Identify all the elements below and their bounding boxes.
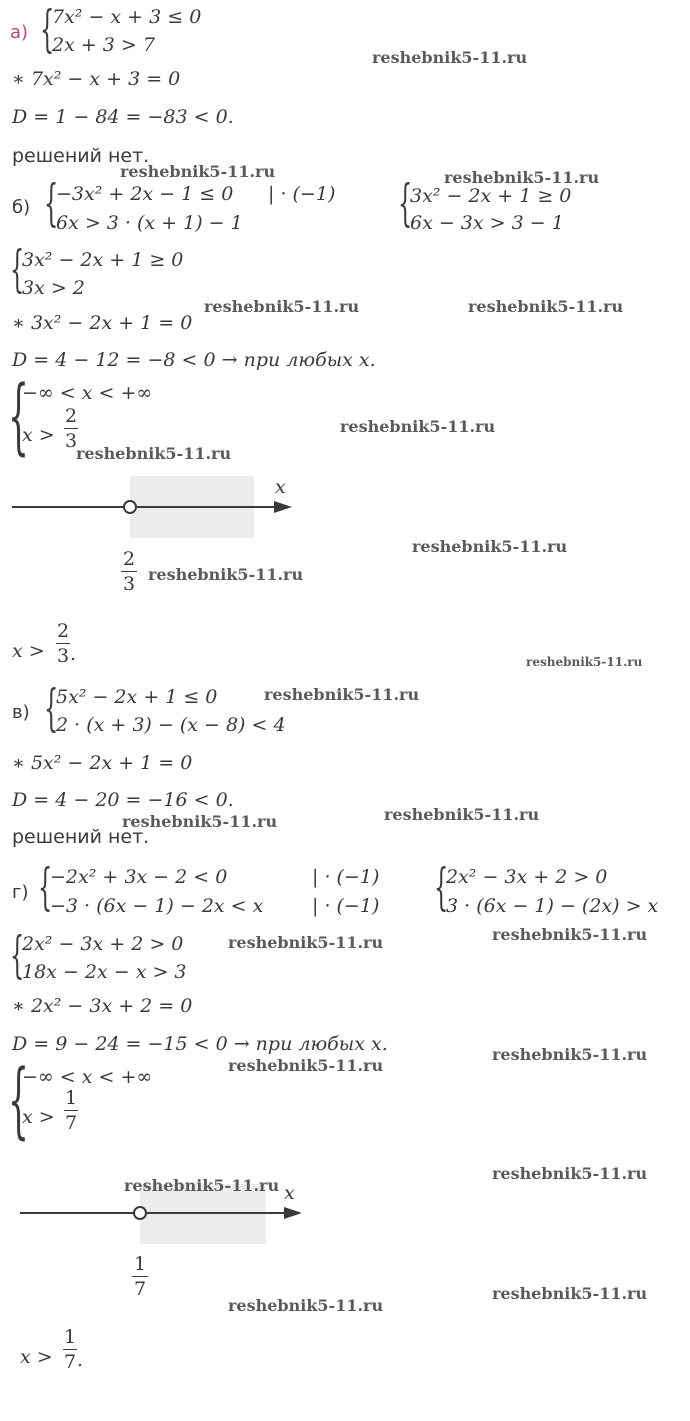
part-a-system-line1: 7x² − x + 3 ≤ 0 xyxy=(52,6,202,28)
watermark: reshebnik5-11.ru xyxy=(372,48,528,67)
system-brace: { xyxy=(38,858,53,916)
part-b-result-line1: 3x² − 2x + 1 ≥ 0 xyxy=(410,185,572,207)
answer-fraction: 2 3 xyxy=(56,620,70,667)
axis-point-label: 1 7 xyxy=(133,1253,147,1300)
watermark: reshebnik5-11.ru xyxy=(384,805,540,824)
watermark: reshebnik5-11.ru xyxy=(120,162,276,181)
watermark: reshebnik5-11.ru xyxy=(468,297,624,316)
watermark: reshebnik5-11.ru xyxy=(228,933,384,952)
part-b-result-line2: 6x − 3x > 3 − 1 xyxy=(410,212,564,234)
part-b-system2-line2: 3x > 2 xyxy=(22,277,85,299)
part-a-system-line2: 2x + 3 > 7 xyxy=(52,34,155,56)
watermark: reshebnik5-11.ru xyxy=(444,168,600,187)
part-a-conclusion: решений нет. xyxy=(12,145,150,167)
system-brace: { xyxy=(398,174,413,232)
system-brace: { xyxy=(434,858,449,916)
part-b-label: б) xyxy=(12,197,31,218)
system-brace: { xyxy=(40,0,55,58)
watermark: reshebnik5-11.ru xyxy=(412,537,568,556)
part-b-system3-line1: −∞ < x < +∞ xyxy=(22,382,153,404)
answer-period: . xyxy=(77,1349,84,1371)
part-a-label: а) xyxy=(10,22,29,43)
watermark: reshebnik5-11.ru xyxy=(526,655,643,669)
part-g-discriminant: D = 9 − 24 = −15 < 0 → при любых x. xyxy=(12,1033,388,1055)
watermark: reshebnik5-11.ru xyxy=(76,444,232,463)
watermark: reshebnik5-11.ru xyxy=(122,812,278,831)
part-b-discriminant: D = 4 − 12 = −8 < 0 → при любых x. xyxy=(12,349,376,371)
fraction-numerator: 2 xyxy=(64,405,78,427)
part-b-answer: x > xyxy=(12,640,45,662)
part-b-system2-line1: 3x² − 2x + 1 ≥ 0 xyxy=(22,249,184,271)
system-brace: { xyxy=(44,174,59,232)
axis-label-x: x xyxy=(284,1182,295,1204)
watermark: reshebnik5-11.ru xyxy=(492,1164,648,1183)
answer-period: . xyxy=(70,643,77,665)
fraction-one-seventh: 1 7 xyxy=(64,1087,78,1134)
axis-point-label: 2 3 xyxy=(122,548,136,595)
part-v-label: в) xyxy=(12,702,30,723)
watermark: reshebnik5-11.ru xyxy=(492,1284,648,1303)
part-b-system3-line2: x > xyxy=(22,424,55,446)
part-b-system-line2: 6x > 3 · (x + 1) − 1 xyxy=(56,212,243,234)
part-g-system3-line1: −∞ < x < +∞ xyxy=(22,1066,153,1088)
part-v-system-line2: 2 · (x + 3) − (x − 8) < 4 xyxy=(56,714,286,736)
system-brace: { xyxy=(10,240,25,298)
part-v-conclusion: решений нет. xyxy=(12,826,150,848)
part-g-label: г) xyxy=(12,882,29,903)
watermark: reshebnik5-11.ru xyxy=(492,1045,648,1064)
part-g-result-line2: 3 · (6x − 1) − (2x) > x xyxy=(446,895,659,917)
part-g-system2-line2: 18x − 2x − x > 3 xyxy=(22,961,187,983)
part-v-equation: ∗ 5x² − 2x + 1 = 0 xyxy=(12,752,193,774)
part-g-multiplier1: | · (−1) xyxy=(312,866,380,888)
part-a-equation: ∗ 7x² − x + 3 = 0 xyxy=(12,68,181,90)
part-g-answer: x > xyxy=(20,1346,53,1368)
watermark: reshebnik5-11.ru xyxy=(124,1176,280,1195)
part-g-system3-line2: x > xyxy=(22,1106,55,1128)
watermark: reshebnik5-11.ru xyxy=(148,565,304,584)
watermark: reshebnik5-11.ru xyxy=(228,1056,384,1075)
watermark: reshebnik5-11.ru xyxy=(228,1296,384,1315)
system-brace: { xyxy=(8,1053,29,1148)
number-line-b xyxy=(0,470,320,545)
part-g-result-line1: 2x² − 3x + 2 > 0 xyxy=(446,866,608,888)
part-v-discriminant: D = 4 − 20 = −16 < 0. xyxy=(12,789,234,811)
watermark: reshebnik5-11.ru xyxy=(264,685,420,704)
axis-label-x: x xyxy=(275,476,286,498)
watermark: reshebnik5-11.ru xyxy=(340,417,496,436)
part-b-system-line1: −3x² + 2x − 1 ≤ 0 xyxy=(56,183,234,205)
part-g-system-line2: −3 · (6x − 1) − 2x < x xyxy=(50,895,264,917)
part-g-system-line1: −2x² + 3x − 2 < 0 xyxy=(50,866,228,888)
part-g-equation: ∗ 2x² − 3x + 2 = 0 xyxy=(12,995,193,1017)
answer-fraction: 1 7 xyxy=(63,1326,77,1373)
fraction-denominator: 3 xyxy=(64,430,78,452)
part-v-system-line1: 5x² − 2x + 1 ≤ 0 xyxy=(56,686,218,708)
part-a-discriminant: D = 1 − 84 = −83 < 0. xyxy=(12,106,234,128)
system-brace: { xyxy=(8,369,29,464)
system-brace: { xyxy=(10,926,25,984)
watermark: reshebnik5-11.ru xyxy=(492,925,648,944)
part-b-equation: ∗ 3x² − 2x + 1 = 0 xyxy=(12,312,193,334)
part-g-system2-line1: 2x² − 3x + 2 > 0 xyxy=(22,933,184,955)
system-brace: { xyxy=(44,679,59,737)
watermark: reshebnik5-11.ru xyxy=(204,297,360,316)
part-g-multiplier2: | · (−1) xyxy=(312,895,380,917)
part-b-multiplier: | · (−1) xyxy=(268,183,336,205)
